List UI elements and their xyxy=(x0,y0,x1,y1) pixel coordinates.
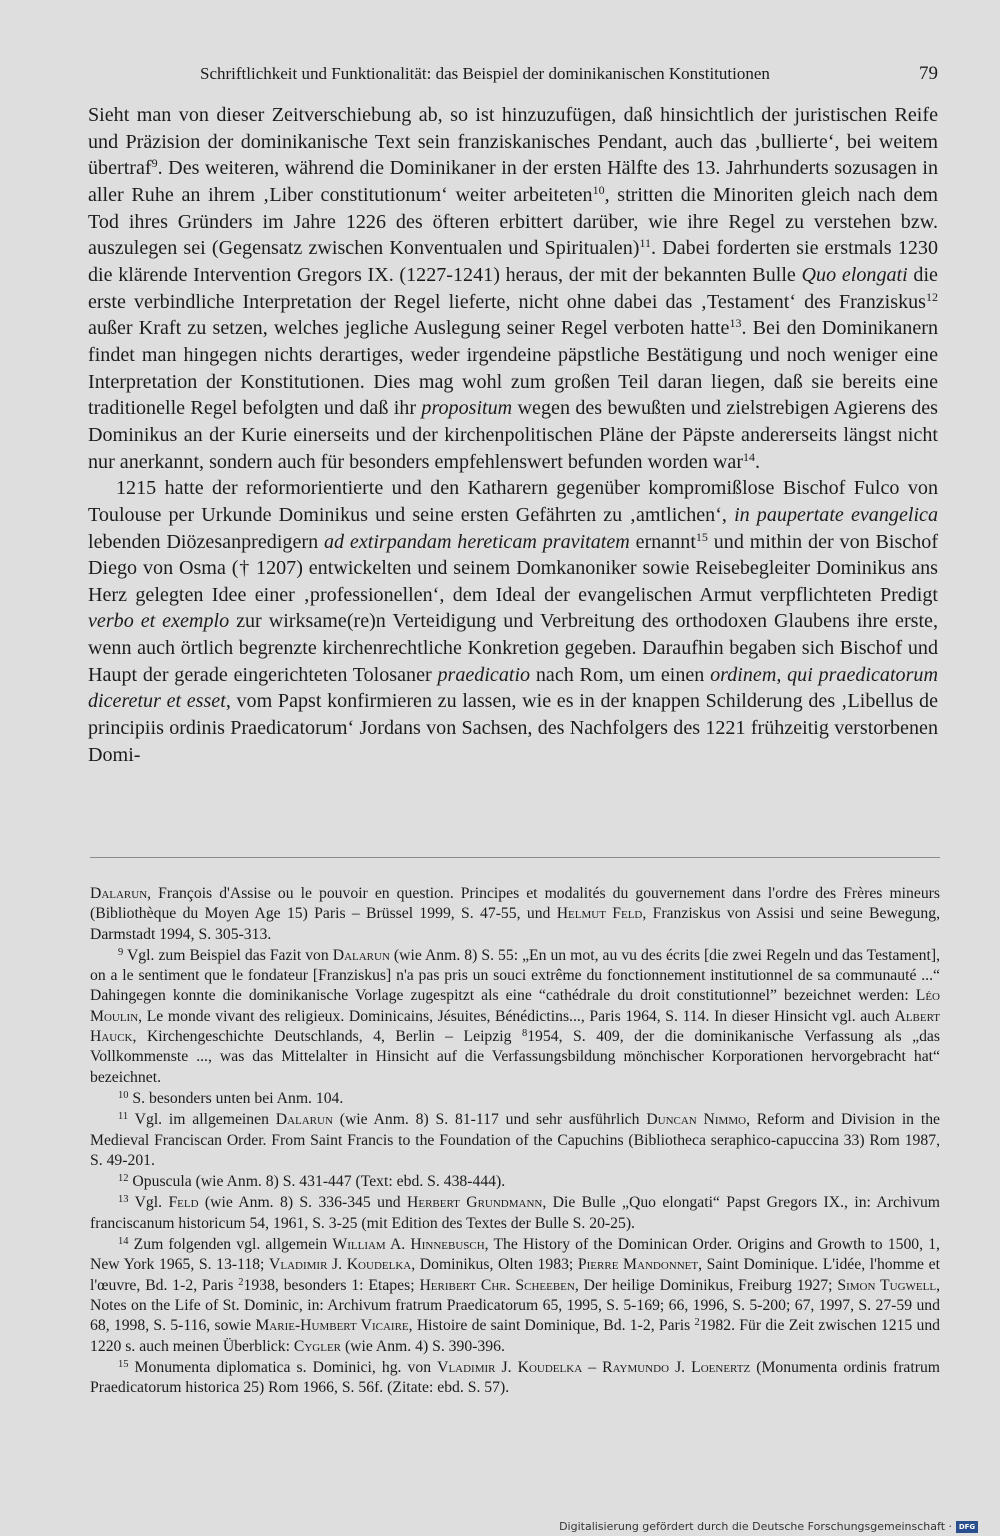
footnote-ref-13[interactable]: 13 xyxy=(729,316,742,331)
footnote-ref-10[interactable]: 10 xyxy=(592,182,605,197)
edition-number: 2 xyxy=(694,1317,700,1329)
paragraph-2 xyxy=(88,475,938,768)
footnote-ref-9[interactable]: 9 xyxy=(151,156,158,171)
text-run: und mithin der von Bischof Diego von Osma († 1207) entwickelten und seinem Domkanoniker sowie Reisebegleiter Dominikus ans Herz gelegten Idee einer ‚professionellen‘, dem Ideal der evangelischen Armut verpflichteten Predigt xyxy=(88,530,939,606)
text-run: – xyxy=(582,1358,603,1376)
author-name: Duncan Nimmo xyxy=(646,1111,747,1129)
italic-term: praedicatio xyxy=(437,663,531,686)
footnote-ref-14[interactable]: 14 xyxy=(743,449,756,464)
italic-term: verbo et exemplo xyxy=(88,610,230,633)
footnote-ref-12[interactable]: 12 xyxy=(926,289,938,304)
author-name: Helmut Feld xyxy=(556,905,643,923)
running-title: Schriftlichkeit und Funktionalität: das Beispiel der dominikanischen Konstitutionen xyxy=(200,64,770,83)
footnote-number: 13 xyxy=(118,1194,129,1206)
footnote-number: 14 xyxy=(118,1236,129,1248)
text-run: , Dominikus, Olten 1983; xyxy=(411,1256,578,1274)
digitization-footer xyxy=(559,1520,978,1533)
text-run: nach Rom, um einen xyxy=(530,663,711,686)
italic-term: in paupertate evangelica xyxy=(734,503,938,526)
author-name: Feld xyxy=(168,1194,199,1212)
text-run: , Die Bulle „Quo elongati“ Papst Gregors IX., in: Archivum franciscanum historicum 54, 1961, S. 3-25 (mit Edition des Textes der Bulle S. 20-25). xyxy=(90,1194,941,1232)
text-run: zur wirksame(re)n Verteidigung und Verbreitung des orthodoxen Glaubens ihre erste, wenn auch örtlich begrenzte kirchenrechtliche Konkretion gegeben. Daraufhin begaben sich Bischof und Haupt der gerade eingerichteten Tolosaner xyxy=(88,610,938,686)
text-run: Opuscula (wie Anm. 8) S. 431-447 (Text: ebd. S. 438-444). xyxy=(128,1173,506,1191)
text-run: Vgl. zum Beispiel das Fazit von xyxy=(123,946,333,964)
author-name: Raymundo J. Loenertz xyxy=(602,1358,751,1376)
footnote-number: 15 xyxy=(118,1358,129,1370)
footnote-15 xyxy=(90,1358,940,1399)
text-run: (wie Anm. 4) S. 390-396. xyxy=(341,1337,505,1355)
footnote-14 xyxy=(90,1235,940,1357)
footnote-number: 9 xyxy=(118,946,124,958)
text-run: , Der heilige Dominikus, Freiburg 1927; xyxy=(574,1276,838,1294)
text-run: (wie Anm. 8) S. 55: „En un mot, au vu des écrits [die zwei Regeln und das Testament], on a le sentiment que le fondateur [Franziskus] n'a pas pris un souci extrême du fonctionnement institutionnel de sa communauté ...“ Dahingegen konnte die dominikanische Vorlage zugespitzt als eine “cathédrale du droit constitutionnel” bezeichnet werden: xyxy=(90,946,940,1005)
text-run: , Franziskus von Assisi und seine Bewegung, Darmstadt 1994, S. 305-313. xyxy=(90,905,940,943)
italic-term: propositum xyxy=(421,397,513,420)
text-run: . Des weiteren, während die Dominikaner in der ersten Hälfte des 13. Jahrhunderts sozusagen in aller Ruhe an ihrem ‚Liber constitutionum‘ weiter arbeiteten xyxy=(88,157,938,206)
main-text xyxy=(88,102,938,768)
text-run: (Monumenta ordinis fratrum Praedicatorum historica 25) Rom 1966, S. 56f. (Zitate: ebd. S. 57). xyxy=(90,1358,941,1397)
text-run: , Saint Dominique. L'idée, l'homme et l'œuvre, Bd. 1-2, Paris xyxy=(90,1256,940,1294)
edition-number: 2 xyxy=(238,1276,244,1288)
text-run: Vgl. xyxy=(128,1194,169,1212)
text-run: Vgl. im allgemeinen xyxy=(128,1111,276,1129)
text-run: ernannt xyxy=(629,530,696,553)
footnote-11 xyxy=(90,1110,940,1171)
text-run: S. besonders unten bei Anm. 104. xyxy=(128,1089,344,1107)
edition-number: 8 xyxy=(521,1028,528,1040)
text-run: , Kirchengeschichte Deutschlands, 4, Berlin – Leipzig xyxy=(132,1028,522,1046)
footnote-ref-15[interactable]: 15 xyxy=(695,529,708,544)
text-run: Sieht man von dieser Zeitverschiebung ab, so ist hinzuzufügen, daß hinsichtlich der juristischen Reife und Präzision der dominikanische Text sein franziskanisches Pendant, auch das ‚bullierte‘, bei weitem übertraf xyxy=(88,104,938,180)
italic-term: ad extirpandam hereticam pravitatem xyxy=(323,530,630,553)
footnote-ref-11[interactable]: 11 xyxy=(639,236,652,251)
text-run: , François d'Assise ou le pouvoir en question. Principes et modalités du gouvernement dans l'ordre des Frères mineurs (Bibliothèque du Moyen Age 15) Paris – Brüssel 1999, S. 47-55, und xyxy=(90,885,940,923)
text-run: wegen des bewußten und zielstrebigen Agierens des Dominikus an der Kurie einerseits und der kirchenpolitischen Pläne der Päpste andererseits längst nicht nur anerkannt, sondern auch für besonders empfehlenswert befunden worden war xyxy=(88,397,938,473)
author-name: Heribert Chr. Scheeben xyxy=(419,1276,575,1294)
author-name: Dalarun xyxy=(275,1111,333,1129)
author-name: Herbert Grundmann xyxy=(407,1194,543,1212)
text-run: 1982. Für die Zeit zwischen 1215 und 1220 s. auch meinen Überblick: xyxy=(90,1317,941,1355)
text-run: , Le monde vivant des religieux. Dominicains, Jésuites, Bénédictins..., Paris 1964, S. 114. In dieser Hinsicht vgl. auch xyxy=(138,1007,895,1025)
footnotes xyxy=(90,884,940,1399)
author-name: Cygler xyxy=(293,1337,342,1355)
text-run: 1954, S. 409, der die dominikanische Verfassung als „das Vollkommenste ..., was das Mittelalter in Hinsicht auf die Verfassungsbildung mönchischer Korporationen hervorgebracht hat“ bezeichnet. xyxy=(90,1028,940,1086)
text-run: , Reform and Division in the Medieval Franciscan Order. From Saint Francis to the Foundation of the Capuchins (Bibliotheca seraphico-capuccina 33) Rom 1987, S. 49-201. xyxy=(90,1111,940,1169)
italic-term: ordinem, qui praedicatorum diceretur et esset xyxy=(88,663,938,713)
author-name: Pierre Mandonnet xyxy=(577,1256,699,1274)
text-run: , The History of the Dominican Order. Origins and Growth to 1500, 1, New York 1965, S. 13-118; xyxy=(90,1236,940,1274)
author-name: Albert Hauck xyxy=(90,1007,940,1046)
text-run: 1938, besonders 1: Etapes; xyxy=(243,1276,420,1294)
author-name: Dalarun xyxy=(90,885,148,902)
author-name: William A. Hinnebusch xyxy=(332,1236,485,1254)
footnote-9 xyxy=(90,946,940,1088)
text-run: außer Kraft zu setzen, welches jegliche Auslegung seiner Regel verboten hatte xyxy=(88,317,730,340)
dfg-logo: DFG xyxy=(956,1521,978,1533)
paragraph-1 xyxy=(88,102,938,475)
author-name: Marie-Humbert Vicaire xyxy=(255,1317,409,1335)
author-name: Simon Tugwell xyxy=(837,1276,937,1294)
text-run: (wie Anm. 8) S. 81-117 und sehr ausführlich xyxy=(332,1111,647,1129)
author-name: Vladimir J. Koudelka xyxy=(437,1358,583,1376)
text-run: , vom Papst konfirmieren zu lassen, wie es in der knappen Schilderung des ‚Libellus de principiis ordinis Praedicatorum‘ Jordans von Sachsen, des Nachfolgers des 1221 frühzeitig verstorbenen Domi- xyxy=(88,690,938,766)
footnote-13 xyxy=(90,1193,940,1234)
author-name: Léo Moulin xyxy=(90,987,940,1025)
text-run: lebenden Diözesanpredigern xyxy=(88,530,324,553)
author-name: Dalarun xyxy=(332,946,390,964)
footnote-number: 11 xyxy=(118,1111,129,1123)
text-run: , stritten die Minoriten gleich nach dem Tod ihres Gründers im Jahre 1226 des öfteren erbittert darüber, wie ihre Regel zu verstehen bzw. auszulegen sei (Gegensatz zwischen Konventualen und Spiritualen) xyxy=(88,183,938,260)
text-run: . Bei den Dominikanern findet man hingegen nichts derartiges, weder irgendeine päpstliche Bestätigung und noch weniger eine Interpretation der Konstitutionen. Dies mag wohl zum großen Teil daran liegen, daß sie bereits eine traditionelle Regel befolgten und daß ihr xyxy=(88,317,938,420)
text-run: , Notes on the Life of St. Dominic, in: Archivum fratrum Praedicatorum 65, 1995, S. 5-169; 66, 1996, S. 5-200; 67, 1997, S. 27-59 und 68, 1998, S. 5-116, sowie xyxy=(90,1276,940,1335)
text-run: die erste verbindliche Interpretation der Regel lieferte, nicht ohne dabei das ‚Testament‘ des Franziskus xyxy=(88,263,938,313)
footnote-number: 10 xyxy=(118,1089,129,1101)
funding-notice: Digitalisierung gefördert durch die Deutsche Forschungsgemeinschaft · xyxy=(559,1520,952,1533)
page-number: 79 xyxy=(919,63,938,84)
text-run: Zum folgenden vgl. allgemein xyxy=(128,1236,333,1254)
footnote-10 xyxy=(90,1089,940,1109)
footnote-number: 12 xyxy=(118,1173,129,1185)
text-run: , Histoire de saint Dominique, Bd. 1-2, Paris xyxy=(408,1317,695,1335)
italic-term: Quo elongati xyxy=(801,263,908,286)
text-run: 1215 hatte der reformorientierte und den Katharern gegenüber kompromißlose Bischof Fulco von Toulouse per Urkunde Dominikus und seine ersten Gefährten zu ‚amtlichen‘, xyxy=(88,477,938,526)
author-name: Vladimir J. Koudelka xyxy=(269,1256,412,1274)
footnote-12 xyxy=(90,1172,940,1192)
text-run: (wie Anm. 8) S. 336-345 und xyxy=(198,1194,408,1212)
footnote-continuation xyxy=(90,884,940,945)
text-run: . Dabei forderten sie erstmals 1230 die klärende Intervention Gregors IX. (1227-1241) heraus, der mit der bekannten Bulle xyxy=(88,237,938,286)
footnote-separator xyxy=(90,857,940,858)
text-run: . xyxy=(755,450,761,473)
text-run: Monumenta diplomatica s. Dominici, hg. von xyxy=(128,1358,438,1376)
